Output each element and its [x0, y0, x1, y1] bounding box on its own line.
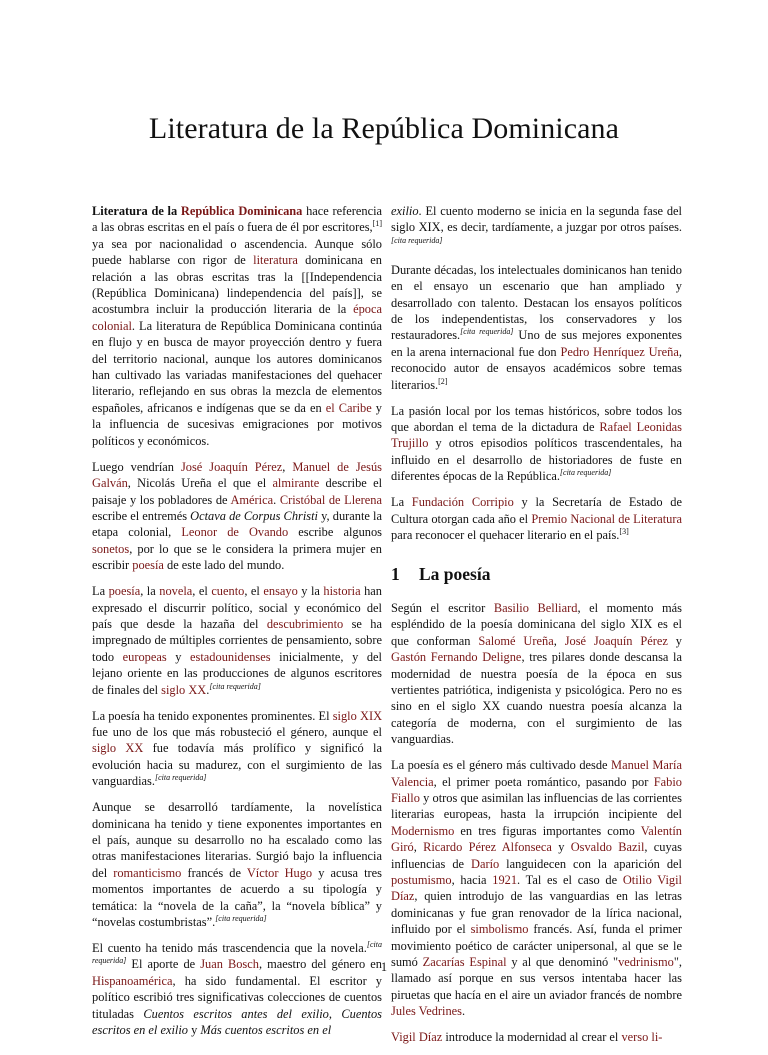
text-run: escribe algunos — [288, 525, 383, 540]
text-run: se ha impregnado de múltiples corrientes de pensamiento, sobre todo — [92, 616, 382, 664]
wiki-link[interactable]: José Joaquín Pérez — [564, 633, 668, 648]
wiki-link[interactable]: Víctor Hugo — [246, 865, 313, 880]
italic-text: Cuentos escritos antes del exilio — [143, 1006, 329, 1021]
paragraph-vigil-diaz — [391, 1029, 682, 1045]
text-run: . — [273, 492, 280, 507]
text-run: Luego vendrían — [92, 459, 181, 474]
paragraph-poetry-19th — [391, 600, 682, 748]
text-run: , el primer poeta romántico, pasando por — [433, 774, 654, 789]
wiki-link[interactable]: Juan Bosch — [200, 957, 259, 972]
text-run: . El cuento moderno se inicia en la segunda fase del siglo XIX, es decir, tardíamente, a juzgar por otros países. — [391, 204, 682, 235]
italic-text: Octava de Corpus Christi — [190, 508, 318, 523]
left-column — [92, 203, 382, 1048]
wiki-link[interactable]: almirante — [272, 476, 320, 491]
wiki-link[interactable]: Ricardo Pérez Alfonseca — [423, 840, 552, 855]
wiki-link[interactable]: Manuel María Valencia — [391, 758, 682, 789]
text-run: fue todavía más prolífico y significó la evolución hacia su madurez, con el surgimiento de las vanguardias. — [92, 741, 382, 789]
paragraph-intro — [92, 203, 382, 449]
text-run: y la Secretaría de Estado de Cultura otorgan cada año el — [391, 495, 682, 526]
section-number: 1 — [391, 563, 400, 584]
italic-text: Cuentos escritos en el exilio — [92, 1006, 382, 1038]
text-run: , ha sido fundamental. El escritor y político escribió tres significativas colecciones de cuentos tituladas — [92, 973, 382, 1021]
text-run: , — [282, 459, 293, 474]
text-run: Durante décadas, los intelectuales dominicanos han tenido en el ensayo un escenario que han ampliado y desarrollado con talento. Destacan los ensayos políticos de los independentistas, los conservadores y los restauradores. — [391, 262, 682, 343]
wiki-link[interactable]: Pedro Henríquez Ureña — [560, 344, 679, 359]
text-run: . — [206, 682, 210, 697]
wiki-link[interactable]: verso li- — [621, 1030, 663, 1045]
text-run: y al que denominó " — [506, 955, 619, 970]
citation-needed-marker[interactable]: [cita requerida] — [391, 235, 443, 245]
wiki-link[interactable]: época colonial — [92, 302, 382, 333]
text-run: introduce la modernidad al crear el — [442, 1030, 622, 1045]
citation-needed-marker[interactable]: [cita requerida] — [92, 939, 382, 966]
text-run: , maestro del género en — [258, 957, 382, 972]
paragraph-essay — [391, 262, 682, 393]
wiki-link[interactable]: poesía — [108, 584, 141, 599]
wiki-link[interactable]: Salomé Ureña — [478, 633, 554, 648]
wiki-link[interactable]: el Caribe — [325, 400, 372, 415]
text-run: ", llamado así porque en sus versos intentaba hacer las piruetas que hacía en el aire un aviador francés de nombre — [391, 955, 682, 1002]
text-run: y — [166, 649, 191, 664]
wiki-link[interactable]: Valentín Giró — [391, 823, 682, 855]
wiki-link[interactable]: Zacarías Espinal — [422, 955, 507, 970]
paragraph-genres — [92, 583, 382, 698]
text-run: y la influencia de sucesivas emigraciones por motivos políticos y económicos. — [92, 400, 383, 448]
wiki-link[interactable]: descubrimiento — [266, 616, 344, 631]
reference-marker[interactable]: [2] — [438, 376, 448, 386]
wiki-link[interactable]: historia — [323, 584, 361, 599]
wiki-link[interactable]: Modernismo — [391, 823, 455, 838]
text-run: y la — [297, 584, 324, 599]
wiki-link[interactable]: siglo XIX — [332, 708, 383, 723]
wiki-link[interactable]: América — [230, 492, 274, 507]
wiki-link[interactable]: Fabio Fiallo — [391, 774, 682, 805]
wiki-link[interactable]: sonetos — [92, 541, 130, 556]
text-run: y — [551, 840, 571, 855]
paragraph-poetry-genre — [391, 757, 682, 1020]
wiki-link[interactable]: 1921 — [492, 873, 518, 887]
paragraph-prize — [391, 494, 682, 543]
text-run: , tres pilares donde descansa la modernidad de nuestra poesía de la época en sus vertientes patriótica, indigenista y psicológica. Pero no es sino en el siglo XX cuando nuestra poesía alcanza la categoría de moderna, con el surgimiento de las vanguardias. — [391, 650, 682, 747]
wiki-link[interactable]: siglo XX — [161, 682, 207, 697]
text-run: , Nicolás Ureña el que el — [127, 476, 273, 491]
citation-needed-marker[interactable]: [cita requerida] — [209, 681, 261, 691]
wiki-link[interactable]: poesía — [132, 558, 164, 573]
text-run: , cuyas influencias de — [391, 840, 683, 871]
wiki-link[interactable]: José Joaquín Pérez — [180, 459, 283, 474]
page-number: 1 — [380, 960, 388, 974]
paragraph-novel — [92, 799, 382, 930]
text-run: , el — [244, 584, 264, 599]
text-run: La poesía es el género más cultivado desde — [391, 758, 612, 773]
text-run: francés. Así, funda el primer movimiento poético de carácter unipersonal, al que se le sumó — [391, 922, 682, 970]
wiki-link[interactable]: simbolismo — [470, 922, 529, 937]
text-run: en tres figuras importantes como — [454, 823, 641, 838]
text-run: y acusa tres momentos importantes de acuerdo a su tipología y temática: la “novela de la caña”, la “novela bíblica” y “novelas costumbristas”. — [92, 865, 382, 930]
wiki-link[interactable]: Premio Nacional de Literatura — [531, 511, 682, 526]
text-run: describe el paisaje y los pobladores de — [92, 476, 383, 507]
wiki-link[interactable]: Vigil Díaz — [391, 1030, 443, 1045]
citation-needed-marker[interactable]: [cita requerida] — [154, 773, 207, 783]
wiki-link[interactable]: siglo XX — [92, 741, 144, 756]
text-run: La — [391, 495, 412, 510]
text-run: , quien introdujo de las vanguardias en las letras dominicanas y fue gran renovador de la lírica nacional, influido por el — [391, 889, 682, 937]
text-run: y — [667, 633, 682, 648]
wiki-link[interactable]: novela — [159, 584, 193, 599]
text-run: de este lado del mundo. — [163, 558, 285, 573]
wiki-link[interactable]: Leonor de Ovando — [181, 525, 289, 540]
paragraph-poetry-overview — [92, 708, 382, 790]
paragraph-short-story-cont — [391, 203, 682, 252]
text-run: han expresado el discurrir político, social y económico del país que desde la hazaña del — [92, 584, 382, 631]
wiki-link[interactable]: romanticismo — [113, 865, 182, 880]
paragraph-colonial-authors — [92, 459, 382, 574]
wiki-link[interactable]: Fundación Corripio — [411, 495, 514, 510]
text-run: Según el escritor — [391, 600, 494, 615]
italic-text: exilio — [391, 204, 419, 218]
wiki-link-bold[interactable]: República Dominicana — [180, 204, 303, 218]
text-run: , hacia — [451, 873, 493, 887]
text-run: y, durante la etapa colonial, — [92, 508, 382, 540]
wiki-link[interactable]: Gastón Fernando Deligne — [391, 650, 522, 665]
wiki-link[interactable]: Otilio Vigil Díaz — [391, 873, 682, 904]
text-run: y otros episodios políticos trascendentales, ha influido en el desarrollo de historiadores de fuste en diferentes épocas de la República. — [391, 436, 682, 484]
wiki-link[interactable]: estadounidenses — [190, 649, 271, 664]
text-run: . — [462, 1004, 466, 1019]
text-run: El cuento ha tenido más trascendencia que la novela. — [92, 941, 367, 956]
text-run: La poesía ha tenido exponentes prominentes. El — [92, 708, 333, 723]
citation-needed-marker[interactable]: [cita requerida] — [460, 327, 514, 337]
reference-marker[interactable]: [3] — [619, 526, 629, 536]
page-title: Literatura de la República Dominicana — [148, 112, 620, 145]
text-run: , reconocido autor de ensayos académicos sobre temas literarios. — [391, 344, 682, 392]
text-run: , — [328, 1006, 342, 1021]
wiki-link[interactable]: postumismo — [391, 873, 452, 887]
wiki-link[interactable]: literatura — [253, 253, 298, 268]
wiki-link[interactable]: Manuel de Jesús Galván — [92, 459, 382, 491]
wiki-link[interactable]: ensayo — [263, 584, 298, 599]
text-run: fue uno de los que más robusteció el género, aunque el — [92, 724, 382, 739]
text-run: . La literatura de República Dominicana continúa en flujo y en busca de mayor proyección dentro y fuera del territorio nacional, aunque los autores dominicanos han cultivado las variadas manifestaciones del quehacer literario, reflejando en sus obras la mezcla de elementos españoles, africanos e indígenas que se da en — [92, 318, 382, 415]
text-run: francés de — [181, 865, 247, 880]
text-run: Uno de sus mejores exponentes en la arena internacional fue don — [391, 328, 683, 359]
bold-text: Literatura de la — [92, 204, 181, 218]
text-run: , la — [140, 584, 160, 599]
citation-needed-marker[interactable]: [cita requerida] — [215, 913, 267, 923]
wiki-link[interactable]: Hispanoamérica — [92, 973, 173, 988]
paragraph-history — [391, 403, 682, 485]
text-run: y — [188, 1023, 201, 1038]
wiki-link[interactable]: Darío — [471, 856, 500, 871]
reference-marker[interactable]: [1] — [372, 219, 382, 229]
text-run: . Tal es el caso de — [517, 873, 623, 887]
text-run: , — [553, 633, 565, 648]
text-run: El aporte de — [126, 957, 201, 972]
wiki-link[interactable]: vedrinismo — [618, 955, 674, 970]
wiki-link[interactable]: Rafael Leonidas Trujillo — [391, 420, 682, 451]
section-title: La poesía — [419, 563, 491, 584]
text-run: , por lo que se le considera la primera mujer en escribir — [92, 541, 382, 573]
text-run: , el momento más espléndido de la poesía dominicana del siglo XIX es el que conforman — [391, 600, 682, 648]
wiki-link[interactable]: Cristóbal de Llerena — [279, 492, 382, 507]
italic-text: Más cuentos escritos en el — [200, 1023, 332, 1038]
text-run: , el — [192, 584, 212, 599]
right-column — [391, 203, 682, 1055]
wiki-link[interactable]: europeas — [122, 649, 167, 664]
wiki-link[interactable]: cuento — [211, 584, 245, 599]
wiki-link[interactable]: Basilio Belliard — [493, 600, 578, 615]
text-run: La pasión local por los temas históricos, sobre todos los que abordan el tema de la dictadura de — [391, 403, 682, 435]
wiki-link[interactable]: Osvaldo Bazil — [570, 840, 645, 855]
text-run: dominicana en relación a las obras escritas tras la [[Independencia (República Dominicana) lindependencia del país]], se acostumbra incluir la producción literaria de la — [92, 253, 382, 317]
wiki-link[interactable]: Jules Vedrines — [391, 1004, 463, 1019]
text-run: escribe el entremés — [92, 508, 191, 523]
text-run: ya sea por nacionalidad o ascendencia. Aunque sólo puede hablarse con rigor de — [92, 236, 382, 268]
text-run: La — [92, 584, 109, 599]
text-run: hace referencia a las obras escritas en el país o fuera de él por escritores, — [92, 204, 383, 235]
citation-needed-marker[interactable]: [cita requerida] — [559, 468, 612, 478]
text-run: Aunque se desarrolló tardíamente, la novelística dominicana ha tenido y tiene exponentes importantes en el país, aunque su desarrollo no ha escalado como las otras manifestaciones literarias. Surgió bajo la influencia del — [92, 800, 382, 880]
text-run: languidecen con la aparición del — [499, 856, 682, 871]
section-heading-poesia — [391, 563, 682, 584]
text-run: , — [413, 840, 424, 855]
text-run: para reconocer el quehacer literario en el país. — [391, 528, 620, 543]
text-run: inicialmente, y del lejano oriente en las producciones de algunos escritores de finales del — [92, 649, 383, 697]
text-run: y otros que asimilan las influencias de las corrientes literarias europeas, hasta la irrupción incipiente del — [391, 790, 682, 822]
